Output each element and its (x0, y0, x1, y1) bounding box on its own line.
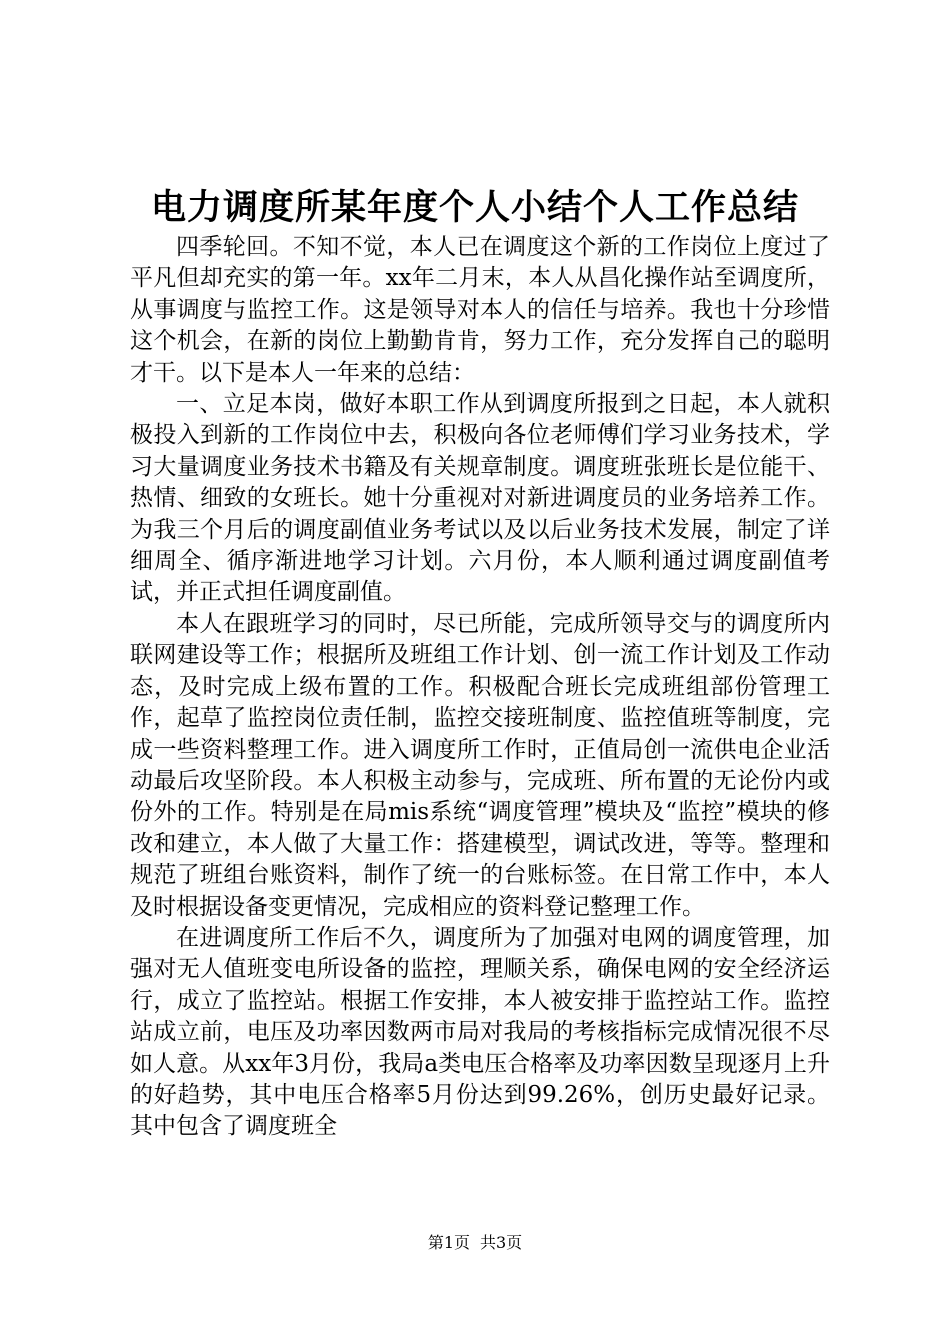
page-footer (0, 1231, 950, 1255)
paragraph-intro: 四季轮回。不知不觉，本人已在调度这个新的工作岗位上度过了平凡但却充实的第一年。xx年二月末，本人从昌化操作站至调度所，从事调度与监控工作。这是领导对本人的信任与培养。我也十分珍惜这个机会，在新的岗位上勤勤肯肯，努力工作，充分发挥自己的聪明才干。以下是本人一年来的总结： (130, 234, 830, 386)
document-title: 电力调度所某年度个人小结个人工作总结 (150, 187, 799, 228)
page-total: 共3页 (480, 1233, 523, 1252)
paragraph-monitoring-station: 在进调度所工作后不久，调度所为了加强对电网的调度管理，加强对无人值班变电所设备的监控，理顺关系，确保电网的安全经济运行，成立了监控站。根据工作安排，本人被安排于监控站工作。监控站成立前，电压及功率因数两市局对我局的考核指标完成情况很不尽如人意。从xx年3月份，我局a类电压合格率及功率因数呈现逐月上升的好趋势，其中电压合格率5月份达到99.26%，创历史最好记录。其中包含了调度班全 (130, 924, 830, 1140)
paragraph-work-details: 本人在跟班学习的同时，尽已所能，完成所领导交与的调度所内联网建设等工作；根据所及班组工作计划、创一流工作计划及工作动态，及时完成上级布置的工作。积极配合班长完成班组部份管理工作，起草了监控岗位责任制，监控交接班制度、监控值班等制度，完成一些资料整理工作。进入调度所工作时，正值局创一流供电企业活动最后攻坚阶段。本人积极主动参与，完成班、所布置的无论份内或份外的工作。特别是在局mis系统“调度管理”模块及“监控”模块的修改和建立，本人做了大量工作：搭建模型，调试改进，等等。整理和规范了班组台账资料，制作了统一的台账标签。在日常工作中，本人及时根据设备变更情况，完成相应的资料登记整理工作。 (130, 610, 830, 920)
page-number: 第1页 (427, 1233, 470, 1252)
paragraph-section-one: 一、立足本岗，做好本职工作从到调度所报到之日起，本人就积极投入到新的工作岗位中去，积极向各位老师傅们学习业务技术，学习大量调度业务技术书籍及有关规章制度。调度班张班长是位能干、热情、细致的女班长。她十分重视对对新进调度员的业务培养工作。为我三个月后的调度副值业务考试以及以后业务技术发展，制定了详细周全、循序渐进地学习计划。六月份，本人顺利通过调度副值考试，并正式担任调度副值。 (130, 391, 830, 606)
document-body (130, 232, 830, 1143)
